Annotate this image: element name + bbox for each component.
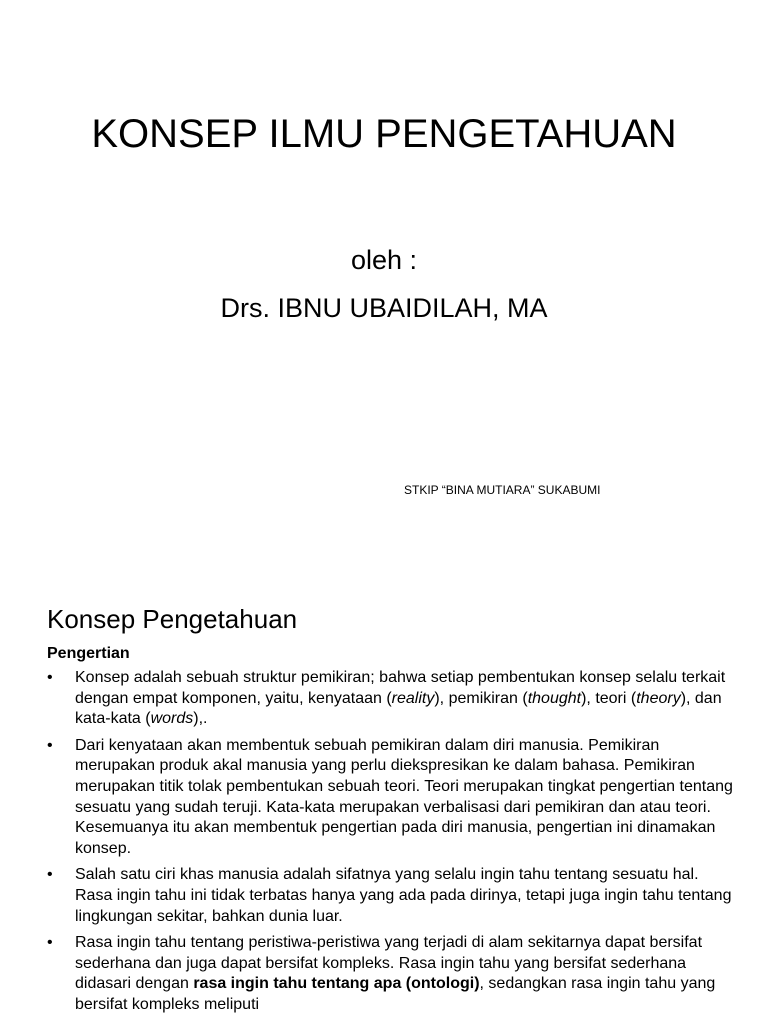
author-name: Drs. IBNU UBAIDILAH, MA [220, 293, 548, 323]
text-run: ), dan kata-kata ( [75, 689, 722, 728]
bullet-item [47, 865, 737, 927]
italic-term: theory [636, 689, 681, 707]
subheading: Pengertian [47, 645, 130, 662]
italic-term: words [150, 710, 194, 728]
content-slide [0, 578, 768, 1024]
bullet-text [75, 934, 715, 1013]
bullet-icon: • [47, 669, 53, 686]
italic-term: reality [391, 689, 435, 707]
text-run: ),. [193, 710, 208, 728]
text-run: ), pemikiran ( [434, 689, 528, 707]
italic-term: thought [527, 689, 582, 707]
bold-phrase: rasa ingin tahu tentang apa (ontologi) [193, 975, 480, 993]
text-run: Rasa ingin tahu tentang peristiwa-peristiwa yang terjadi di alam sekitarnya dapat bersifat sederhana dan juga dapat bersifat kompleks. Rasa ingin tahu yang bersifat sederhana didasari dengan [75, 934, 703, 993]
text-run: , sedangkan rasa ingin tahu yang bersifat kompleks meliputi [75, 975, 716, 1013]
bullet-item [47, 933, 737, 1015]
section-title: Konsep Pengetahuan [47, 604, 298, 634]
bullet-text: Dari kenyataan akan membentuk sebuah pemikiran dalam diri manusia. Pemikiran merupakan produk akal manusia yang perlu diekspresikan ke dalam bahasa. Pemikiran merupakan titik tolak pembentukan sebuah teori. Teori merupakan tingkat pengertian tentang sesuatu yang sudah teruji. Kata-kata merupakan verbalisasi dari pemikiran dan atau teori. Kesemuanya itu akan membentuk pengertian pada diri manusia, pengertian ini dinamakan konsep. [75, 736, 733, 857]
bullet-item [47, 668, 737, 730]
by-label: oleh : [350, 245, 418, 275]
bullet-item [47, 736, 737, 860]
bullet-list [47, 668, 737, 1022]
bullet-text: Salah satu ciri khas manusia adalah sifatnya yang selalu ingin tahu tentang sesuatu hal. Rasa ingin tahu ini tidak terbatas hanya yang ada pada dirinya, tetapi juga ingin tahu tentang lingkungan sekitar, bahkan dunia luar. [75, 866, 732, 925]
bullet-icon: • [47, 736, 53, 754]
text-run: ), teori ( [581, 689, 637, 707]
bullet-text [75, 669, 725, 727]
bullet-icon: • [47, 866, 53, 884]
bullet-icon: • [47, 934, 53, 952]
presentation-title: KONSEP ILMU PENGETAHUAN [91, 112, 677, 156]
institution-name: STKIP “BINA MUTIARA” SUKABUMI [404, 483, 601, 497]
text-run: Konsep adalah sebuah struktur pemikiran; bahwa setiap pembentukan konsep selalu terkait dengan empat komponen, yaitu, kenyataan ( [75, 669, 726, 707]
